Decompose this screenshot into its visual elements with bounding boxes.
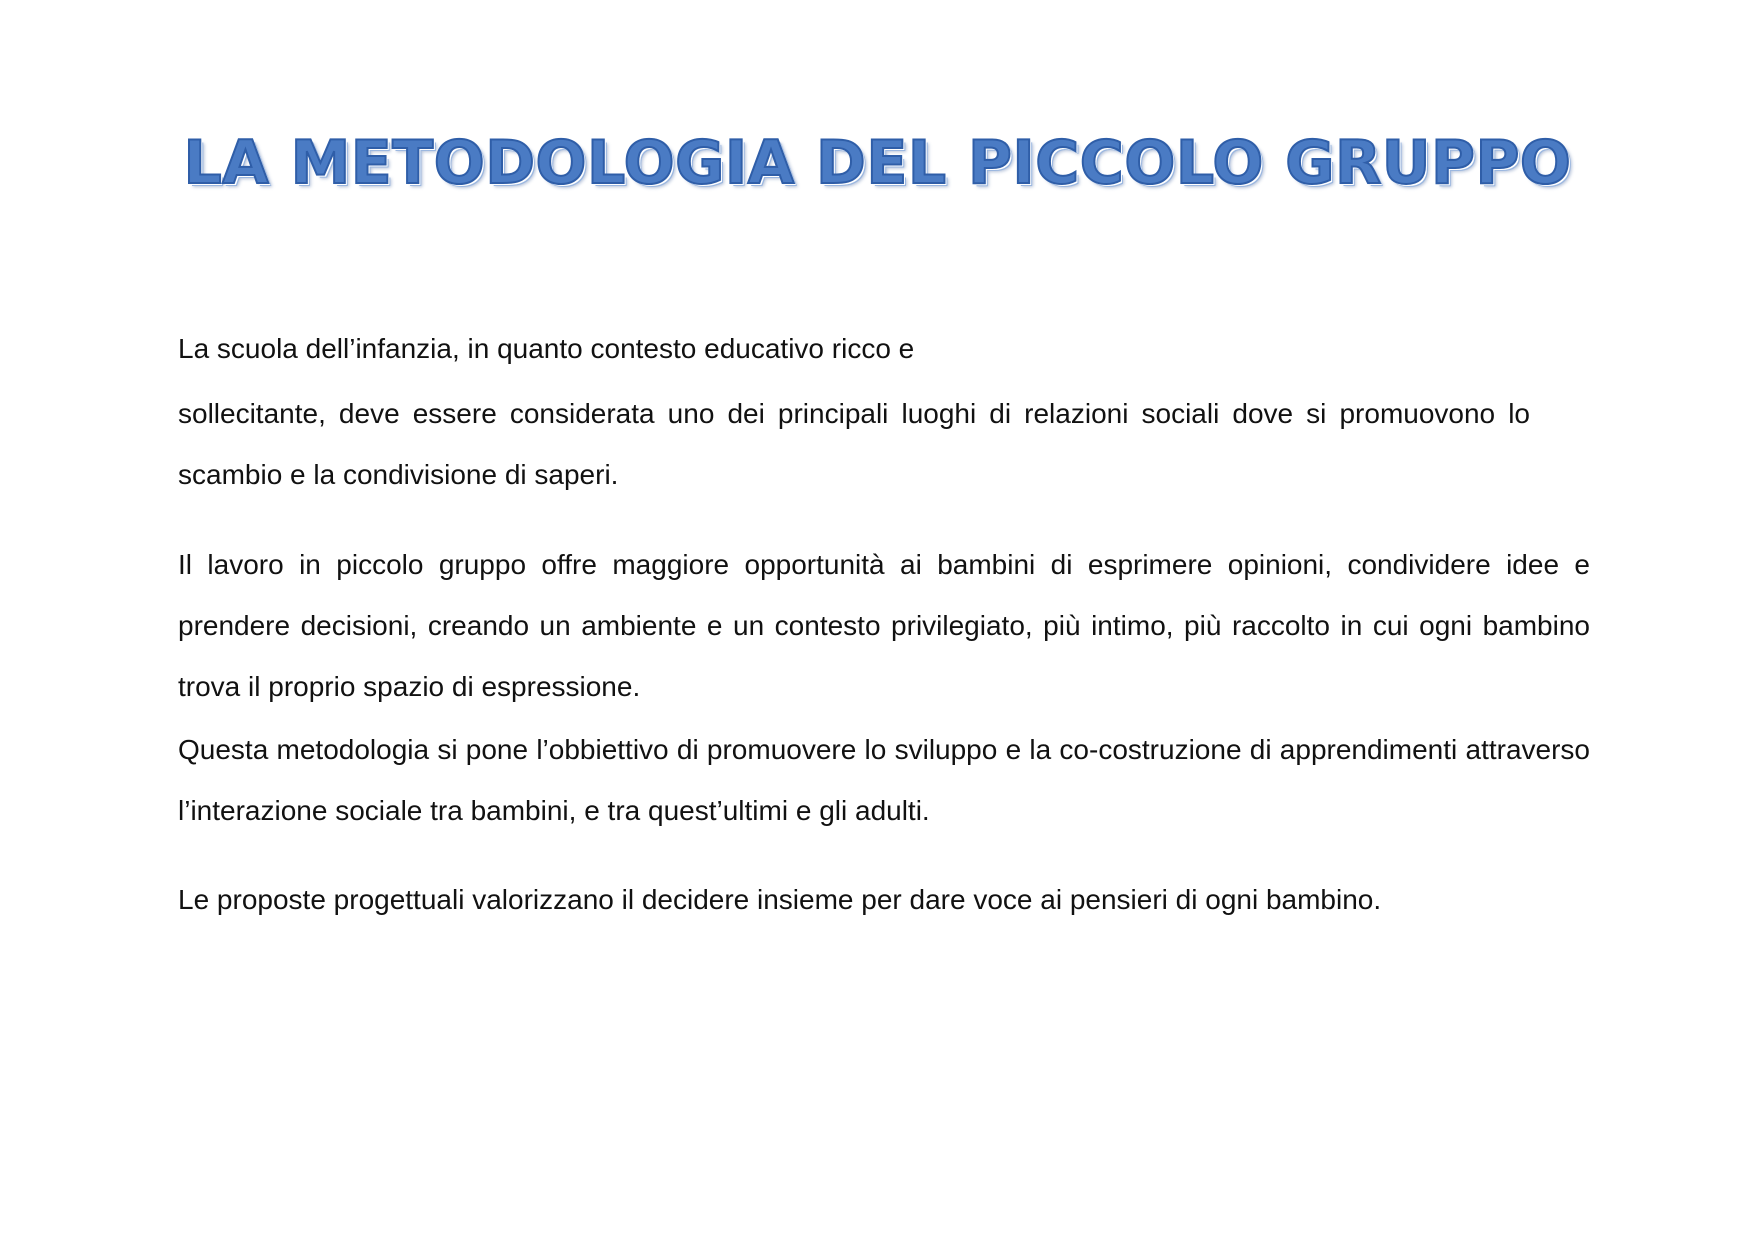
paragraph-methodology-goal: Questa metodologia si pone l’obbiettivo di promuovere lo sviluppo e la co-costruzione di apprendimenti attraverso l’interazione sociale tra bambini, e tra quest’ultimi e gli adulti. <box>178 734 1590 826</box>
page-title: LA METODOLOGIA DEL PICCOLO GRUPPO <box>183 128 1572 198</box>
paragraph-small-group-work: Il lavoro in piccolo gruppo offre maggiore opportunità ai bambini di esprimere opinioni, condividere idee e prendere decisioni, creando un ambiente e un contesto privilegiato, più intimo, più raccolto in cui ogni bambino trova il proprio spazio di espressione. <box>178 549 1590 702</box>
paragraph-social-relations: sollecitante, deve essere considerata uno dei principali luoghi di relazioni sociali dove si promuovono lo scambio e la condivisione di saperi. <box>178 398 1530 490</box>
paragraph-project-proposals: Le proposte progettuali valorizzano il decidere insieme per dare voce ai pensieri di ogni bambino. <box>178 884 1382 915</box>
paragraph-intro-line: La scuola dell’infanzia, in quanto contesto educativo ricco e <box>178 333 915 364</box>
